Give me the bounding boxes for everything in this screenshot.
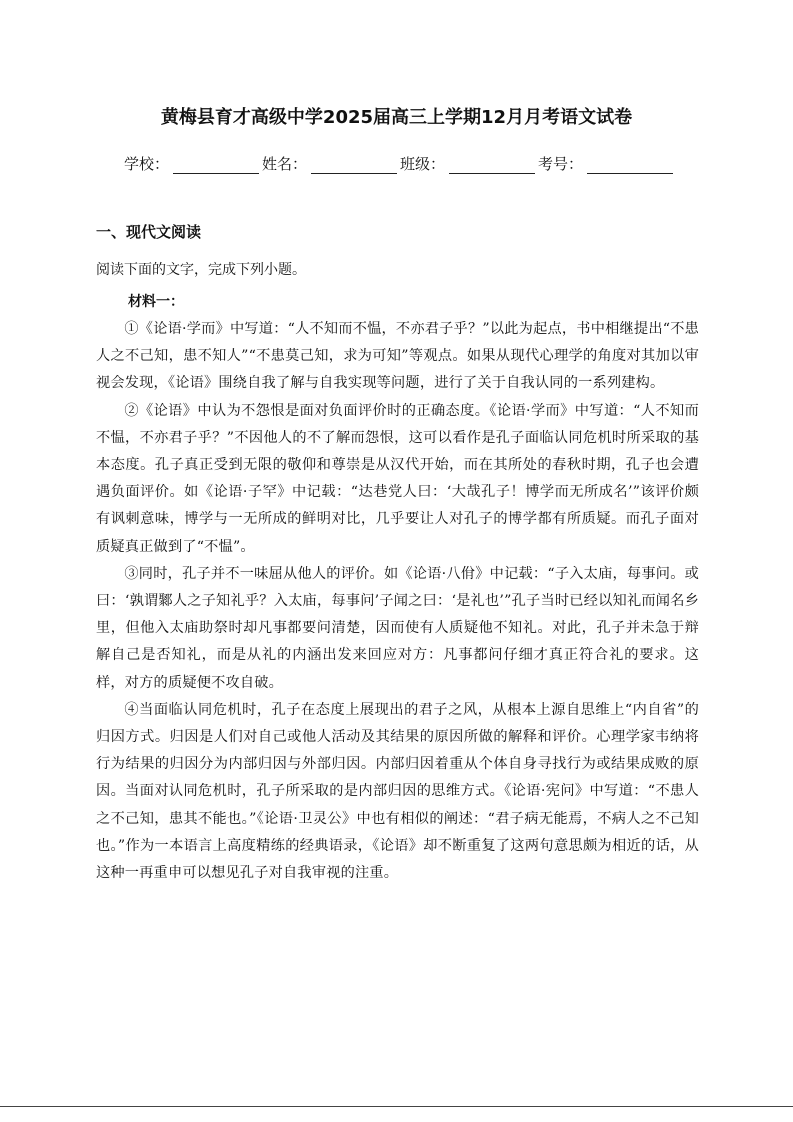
exam-number-label: 考号：	[538, 155, 584, 173]
class-label: 班级：	[400, 155, 446, 173]
paragraph-3: ③同时，孔子并不一味屈从他人的评价。如《论语·八佾》中记载：“子入太庙，每事问。或曰：‘孰谓鄹人之子知礼乎？入太庙，每事问’子闻之曰：‘是礼也’”孔子当时已经以知礼而闻名乡里，但他入太庙助祭时却凡事都要问清楚，因而使有人质疑他不知礼。对此，孔子并未急于辩解自己是否知礼，而是从礼的内涵出发来回应对方：凡事都问仔细才真正符合礼的要求。这样，对方的质疑便不攻自破。	[96, 565, 699, 691]
material-label: 材料一：	[128, 294, 184, 310]
section-heading: 一、现代文阅读	[96, 223, 202, 241]
paragraph-4: ④当面临认同危机时，孔子在态度上展现出的君子之风，从根本上源自思维上“内自省”的归因方式。归因是人们对自己或他人活动及其结果的原因所做的解释和评价。心理学家韦纳将行为结果的归因分为内部归因与外部归因。内部归因着重从个体自身寻找行为或结果成败的原因。当面对认同危机时，孔子所采取的是内部归因的思维方式。《论语·宪问》中写道：“不患人之不己知，患其不能也。”《论语·卫灵公》中也有相似的阐述：“君子病无能焉，不病人之不己知也。”作为一本语言上高度精练的经典语录，《论语》却不断重复了这两句意思颇为相近的话，从这种一再重申可以想见孔子对自我审视的注重。	[96, 701, 699, 882]
name-label: 姓名：	[262, 155, 308, 173]
exam-title: 黄梅县育才高级中学2025届高三上学期12月月考语文试卷	[160, 107, 633, 128]
page-bottom-rule	[0, 1106, 793, 1107]
name-field	[262, 153, 400, 174]
class-blank[interactable]	[449, 159, 535, 174]
paragraph-2: ②《论语》中认为不怨恨是面对负面评价时的正确态度。《论语·学而》中写道：“人不知而不愠，不亦君子乎？”不因他人的不了解而怨恨，这可以看作是孔子面临认同危机时所采取的基本态度。孔子真正受到无限的敬仰和尊崇是从汉代开始，而在其所处的春秋时期，孔子也会遭遇负面评价。如《论语·子罕》中记载：“达巷党人曰：‘大哉孔子！博学而无所成名’”该评价颇有讽刺意味，博学与一无所成的鲜明对比，几乎要让人对孔子的博学都有所质疑。而孔子面对质疑真正做到了“不愠”。	[96, 402, 699, 555]
school-field	[124, 153, 262, 174]
name-blank[interactable]	[311, 159, 397, 174]
school-label: 学校：	[124, 155, 170, 173]
school-blank[interactable]	[173, 159, 259, 174]
exam-number-blank[interactable]	[587, 159, 673, 174]
reading-instruction: 阅读下面的文字，完成下列小题。	[96, 262, 306, 278]
paragraph-1: ①《论语·学而》中写道：“人不知而不愠，不亦君子乎？”以此为起点，书中相继提出“不患人之不己知，患不知人”“不患莫己知，求为可知”等观点。如果从现代心理学的角度对其加以审视会发现，《论语》围绕自我了解与自我实现等问题，进行了关于自我认同的一系列建构。	[96, 321, 699, 392]
exam-number-field	[538, 153, 676, 174]
class-field	[400, 153, 538, 174]
student-info-line	[124, 153, 676, 174]
material-body	[96, 316, 699, 887]
